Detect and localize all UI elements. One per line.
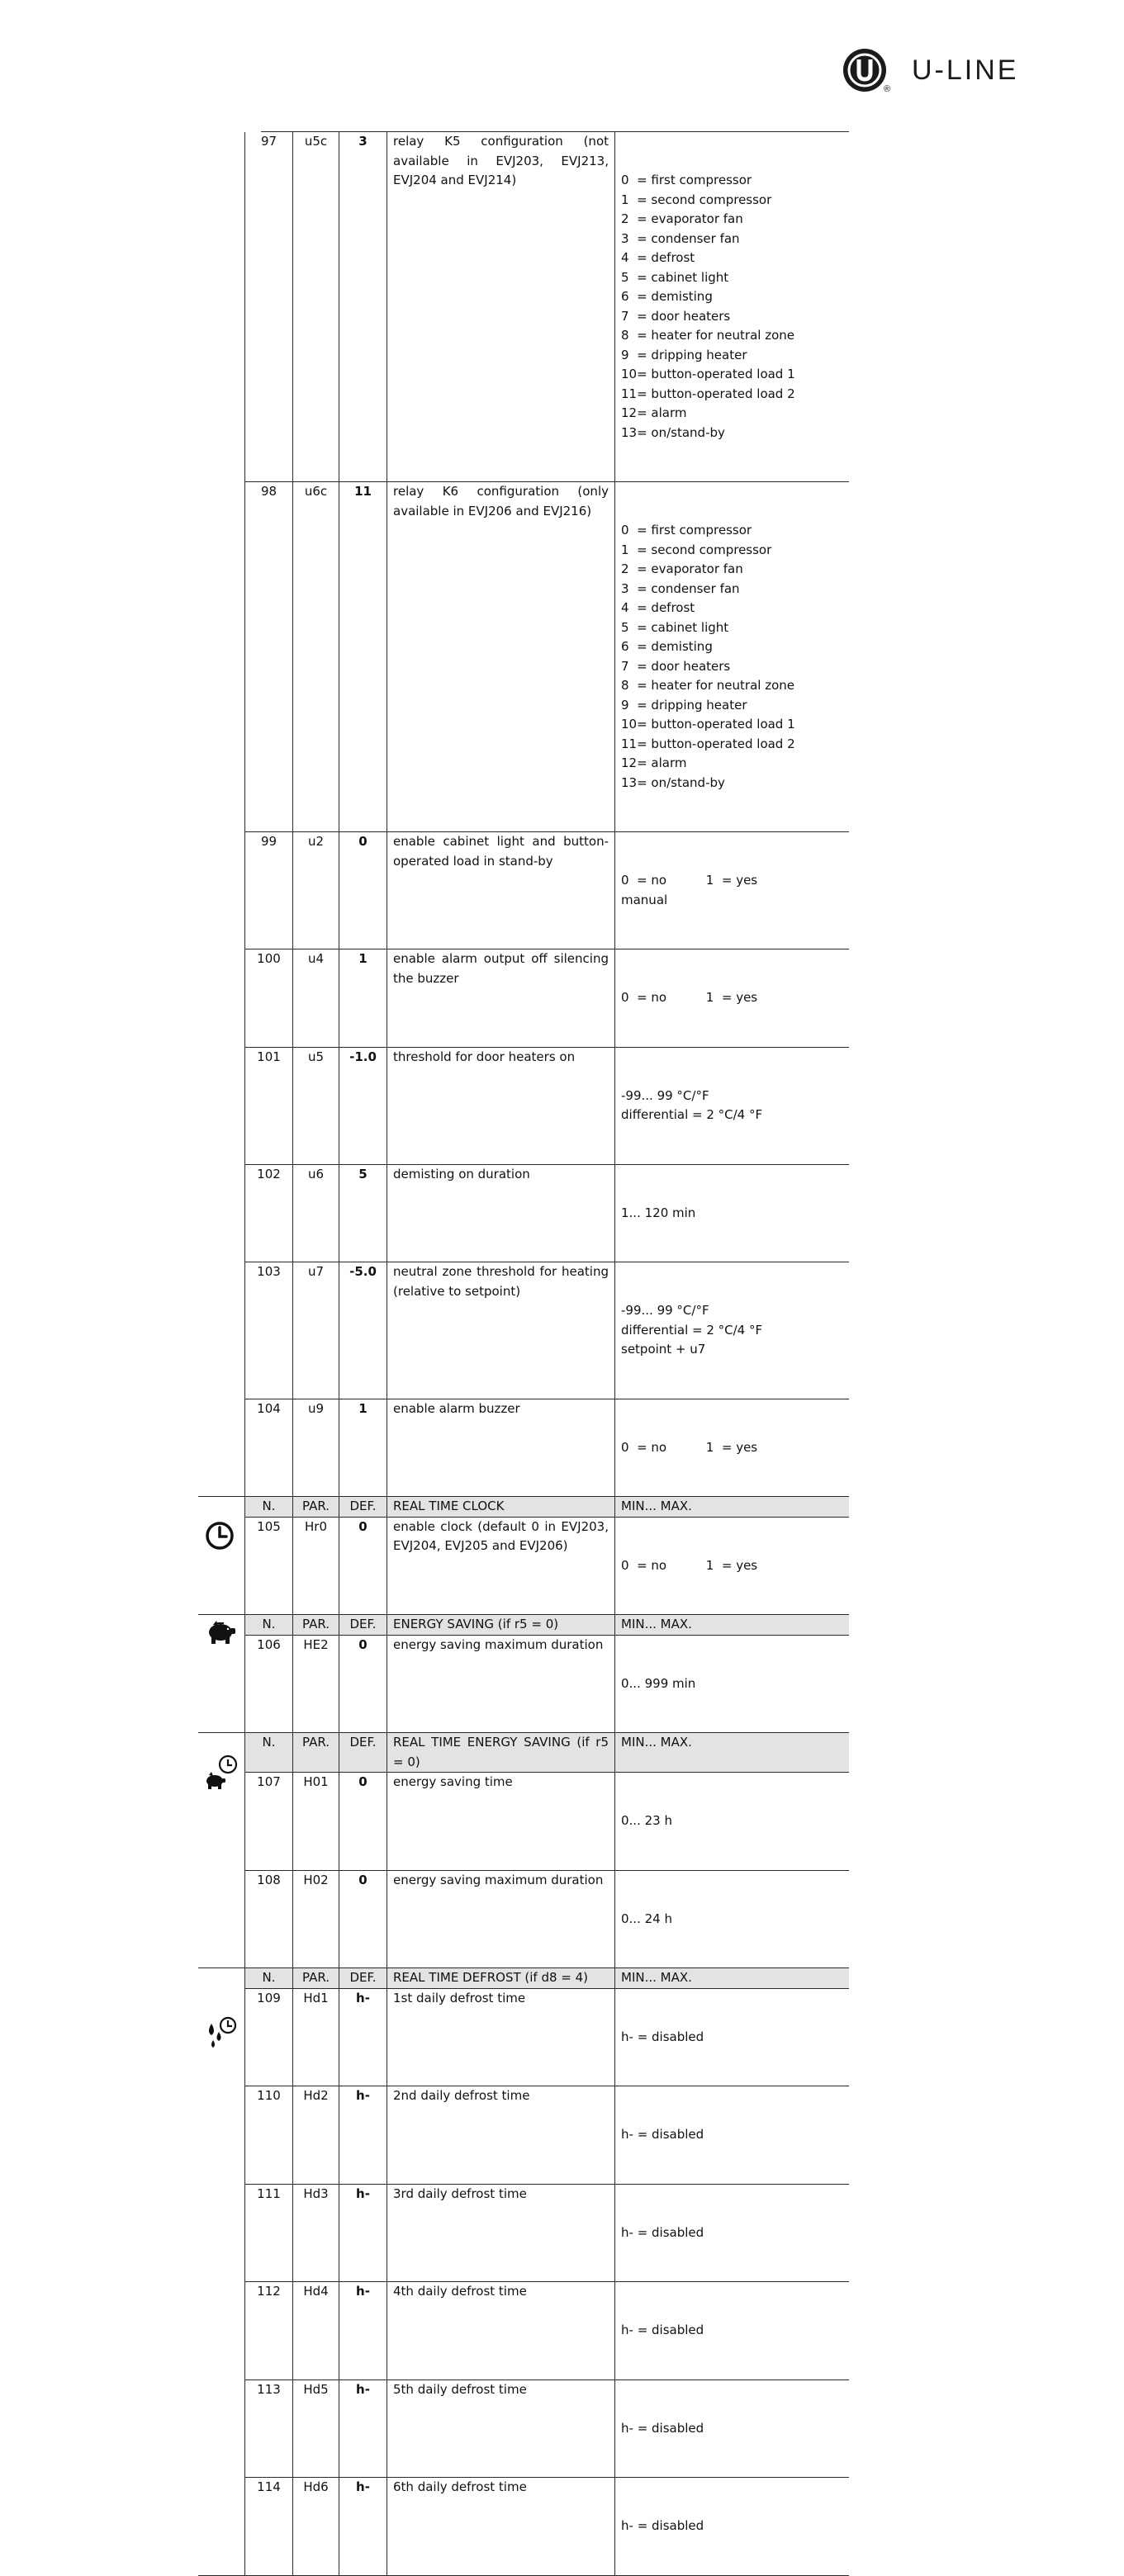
param-number: 113: [244, 2380, 292, 2478]
param-code: Hd5: [292, 2380, 339, 2478]
param-number: 107: [244, 1773, 292, 1870]
table-row: [244, 482, 849, 832]
header-n: N.: [244, 1968, 292, 1988]
table-row: [244, 1773, 849, 1871]
section-header-real-time-energy-saving: [244, 1733, 849, 1773]
table-row: [244, 1165, 849, 1263]
param-code: HE2: [292, 1636, 339, 1733]
param-number: 111: [244, 2185, 292, 2282]
param-range: -99... 99 °C/°F differential = 2 °C/4 °F setpoint + u7: [614, 1262, 849, 1399]
param-code: Hd4: [292, 2282, 339, 2379]
registered-mark: ®: [884, 84, 891, 94]
param-range: h- = disabled: [614, 2086, 849, 2184]
header-par: PAR.: [292, 1497, 339, 1517]
param-default: h-: [339, 2185, 387, 2282]
water-drop-clock-icon: [203, 2015, 240, 2050]
header-range: MIN... MAX.: [614, 1615, 849, 1635]
param-default: h-: [339, 2086, 387, 2184]
param-number: 105: [244, 1518, 292, 1615]
param-description: 1st daily defrost time: [387, 1989, 614, 2086]
param-range: 1... 120 min: [614, 1165, 849, 1262]
table-row: [244, 2086, 849, 2185]
param-code: H01: [292, 1773, 339, 1870]
param-code: u5: [292, 1048, 339, 1164]
param-code: u7: [292, 1262, 339, 1399]
param-range: h- = disabled: [614, 2185, 849, 2282]
param-number: 99: [244, 832, 292, 949]
section-title: REAL TIME ENERGY SAVING (if r5 = 0): [387, 1733, 614, 1772]
section-header-real-time-clock: [244, 1497, 849, 1518]
param-range: 0... 999 min: [614, 1636, 849, 1733]
param-range: 0... 23 h: [614, 1773, 849, 1870]
param-code: Hd3: [292, 2185, 339, 2282]
param-range: 0 = no 1 = yes manual: [614, 832, 849, 949]
param-number: 103: [244, 1262, 292, 1399]
param-number: 104: [244, 1399, 292, 1497]
brand-logo: [842, 48, 1018, 92]
param-default: 0: [339, 1636, 387, 1733]
param-range: 0 = no 1 = yes: [614, 1399, 849, 1497]
param-description: 3rd daily defrost time: [387, 2185, 614, 2282]
table-row: [244, 949, 849, 1048]
header-par: PAR.: [292, 1733, 339, 1772]
param-description: neutral zone threshold for heating (relative to setpoint): [387, 1262, 614, 1399]
section-header-real-time-defrost: [244, 1968, 849, 1989]
header-range: MIN... MAX.: [614, 1497, 849, 1517]
table-row: [244, 1989, 849, 2087]
param-default: 5: [339, 1165, 387, 1262]
param-description: threshold for door heaters on: [387, 1048, 614, 1164]
piggy-bank-icon: [205, 1620, 236, 1646]
param-description: enable clock (default 0 in EVJ203, EVJ204, EVJ205 and EVJ206): [387, 1518, 614, 1615]
param-number: 108: [244, 1871, 292, 1968]
section-header-energy-saving: [244, 1615, 849, 1636]
param-description: 4th daily defrost time: [387, 2282, 614, 2379]
param-code: u6: [292, 1165, 339, 1262]
header-n: N.: [244, 1497, 292, 1517]
table-row: [244, 2185, 849, 2283]
table-row: [244, 832, 849, 949]
param-range: 0 = no 1 = yes: [614, 1518, 849, 1615]
param-description: demisting on duration: [387, 1165, 614, 1262]
param-number: 101: [244, 1048, 292, 1164]
param-description: enable alarm output off silencing the buzzer: [387, 949, 614, 1047]
param-number: 98: [244, 482, 292, 831]
param-code: u2: [292, 832, 339, 949]
param-range: 0 = first compressor 1 = second compressor 2 = evaporator fan 3 = condenser fan 4 = defrost 5 = cabinet light 6 = demisting 7 = door heaters 8 = heater for neutral zone 9 = dripping heater 10= button-operated load 1 11= button-operated load 2 12= alarm 13= on/stand-by: [614, 482, 849, 831]
param-default: -1.0: [339, 1048, 387, 1164]
piggy-bank-clock-icon: [203, 1754, 240, 1791]
table-row: [244, 1399, 849, 1498]
param-number: 110: [244, 2086, 292, 2184]
param-default: h-: [339, 2380, 387, 2478]
header-def: DEF.: [339, 1615, 387, 1635]
param-code: Hd1: [292, 1989, 339, 2086]
param-range: 0 = first compressor 1 = second compressor 2 = evaporator fan 3 = condenser fan 4 = defrost 5 = cabinet light 6 = demisting 7 = door heaters 8 = heater for neutral zone 9 = dripping heater 10= button-operated load 1 11= button-operated load 2 12= alarm 13= on/stand-by: [614, 132, 849, 481]
param-number: 100: [244, 949, 292, 1047]
param-code: H02: [292, 1871, 339, 1968]
param-code: u9: [292, 1399, 339, 1497]
param-description: energy saving time: [387, 1773, 614, 1870]
param-range: h- = disabled: [614, 2478, 849, 2575]
table-row: [244, 1636, 849, 1734]
section-title: REAL TIME DEFROST (if d8 = 4): [387, 1968, 614, 1988]
param-default: h-: [339, 2478, 387, 2575]
param-default: 0: [339, 1773, 387, 1870]
param-default: 0: [339, 832, 387, 949]
table-row: [244, 1518, 849, 1616]
header-range: MIN... MAX.: [614, 1968, 849, 1988]
param-number: 102: [244, 1165, 292, 1262]
param-default: 1: [339, 1399, 387, 1497]
param-default: 0: [339, 1518, 387, 1615]
parameter-table: [244, 132, 849, 2576]
table-row: [244, 1262, 849, 1399]
param-description: enable alarm buzzer: [387, 1399, 614, 1497]
param-default: 11: [339, 482, 387, 831]
header-def: DEF.: [339, 1968, 387, 1988]
table-row: [244, 2282, 849, 2380]
param-description: relay K5 configuration (not available in EVJ203, EVJ213, EVJ204 and EVJ214): [387, 132, 614, 481]
clock-icon: [205, 1521, 235, 1551]
param-description: enable cabinet light and button-operated load in stand-by: [387, 832, 614, 949]
param-default: 0: [339, 1871, 387, 1968]
brand-name: U-LINE: [912, 54, 1019, 86]
param-number: 106: [244, 1636, 292, 1733]
param-description: 2nd daily defrost time: [387, 2086, 614, 2184]
param-range: h- = disabled: [614, 2380, 849, 2478]
table-row: [244, 2380, 849, 2479]
param-range: -99... 99 °C/°F differential = 2 °C/4 °F: [614, 1048, 849, 1164]
param-code: Hd6: [292, 2478, 339, 2575]
header-range: MIN... MAX.: [614, 1733, 849, 1772]
param-description: relay K6 configuration (only available in EVJ206 and EVJ216): [387, 482, 614, 831]
section-title: REAL TIME CLOCK: [387, 1497, 614, 1517]
header-par: PAR.: [292, 1615, 339, 1635]
header-def: DEF.: [339, 1497, 387, 1517]
param-default: h-: [339, 2282, 387, 2379]
section-title: ENERGY SAVING (if r5 = 0): [387, 1615, 614, 1635]
param-number: 114: [244, 2478, 292, 2575]
param-range: 0... 24 h: [614, 1871, 849, 1968]
param-default: -5.0: [339, 1262, 387, 1399]
param-code: Hd2: [292, 2086, 339, 2184]
param-default: 3: [339, 132, 387, 481]
param-number: 112: [244, 2282, 292, 2379]
u-line-emblem-icon: [842, 48, 891, 94]
header-par: PAR.: [292, 1968, 339, 1988]
param-description: 6th daily defrost time: [387, 2478, 614, 2575]
param-description: 5th daily defrost time: [387, 2380, 614, 2478]
param-code: u5c: [292, 132, 339, 481]
header-def: DEF.: [339, 1733, 387, 1772]
param-number: 97: [244, 132, 292, 481]
param-description: energy saving maximum duration: [387, 1871, 614, 1968]
param-number: 109: [244, 1989, 292, 2086]
param-range: h- = disabled: [614, 1989, 849, 2086]
header-n: N.: [244, 1733, 292, 1772]
table-row: [244, 132, 849, 482]
param-default: h-: [339, 1989, 387, 2086]
param-code: Hr0: [292, 1518, 339, 1615]
param-code: u6c: [292, 482, 339, 831]
table-row: [244, 1048, 849, 1165]
table-row: [244, 2478, 849, 2576]
param-code: u4: [292, 949, 339, 1047]
param-default: 1: [339, 949, 387, 1047]
header-n: N.: [244, 1615, 292, 1635]
table-row: [244, 1871, 849, 1969]
param-range: 0 = no 1 = yes: [614, 949, 849, 1047]
param-range: h- = disabled: [614, 2282, 849, 2379]
param-description: energy saving maximum duration: [387, 1636, 614, 1733]
